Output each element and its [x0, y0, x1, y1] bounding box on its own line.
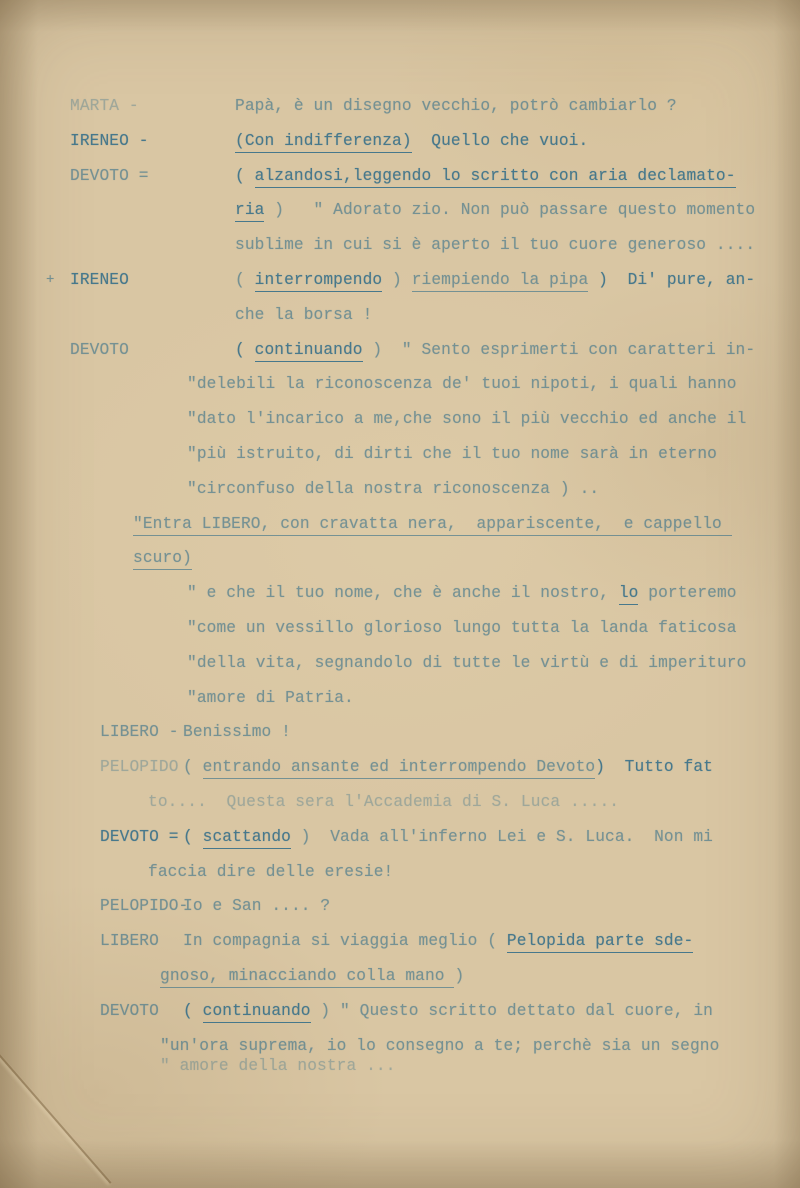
text-segment: ) Di' pure, an-	[588, 270, 756, 289]
script-line	[0, 896, 800, 931]
underlined-text-segment: alzandosi,leggendo lo scritto con aria declamato-	[255, 166, 736, 188]
dialogue-line-text	[160, 966, 464, 988]
text-segment: (	[183, 827, 203, 846]
speaker-name: DEVOTO =	[100, 827, 179, 846]
dialogue-line-text	[235, 270, 755, 292]
dialogue-line-text	[187, 688, 354, 708]
script-line	[0, 1036, 800, 1057]
dialogue-line-text	[133, 548, 192, 570]
script-line	[0, 653, 800, 688]
dialogue-line-text	[235, 235, 755, 255]
script-line	[0, 757, 800, 792]
speaker-name: IRENEO -	[70, 131, 149, 150]
margin-annotation-mark: +	[46, 271, 55, 288]
underlined-text-segment: gnoso, minacciando colla mano	[160, 966, 454, 988]
dialogue-line-text	[183, 722, 291, 742]
text-segment: " amore della nostra ...	[160, 1057, 396, 1076]
dialogue-line-text	[235, 166, 736, 188]
text-segment: In compagnia si viaggia meglio (	[183, 932, 507, 951]
text-segment: (	[235, 340, 255, 359]
speaker-name: MARTA -	[70, 97, 139, 115]
dialogue-line-text	[160, 1036, 719, 1056]
text-segment: (	[183, 758, 203, 777]
text-segment: Papà, è un disegno vecchio, potrò cambiarlo ?	[235, 97, 677, 115]
script-line	[0, 444, 800, 479]
script-line	[0, 96, 800, 131]
dialogue-line-text	[133, 514, 732, 536]
text-segment: ) " Questo scritto dettato dal cuore, in	[310, 1001, 713, 1020]
dialogue-line-text	[148, 862, 393, 882]
dialogue-line-text	[183, 896, 330, 916]
script-line	[0, 305, 800, 340]
script-line	[0, 479, 800, 514]
text-segment: Io e San .... ?	[183, 897, 331, 916]
script-line	[0, 1001, 800, 1036]
speaker-name: DEVOTO	[100, 1001, 159, 1020]
text-segment: )	[382, 270, 412, 289]
script-line	[0, 583, 800, 618]
text-segment: porteremo	[638, 584, 737, 603]
script-line	[0, 722, 800, 757]
speaker-name: LIBERO -	[100, 723, 179, 742]
text-segment: "delebili la riconoscenza de' tuoi nipoti, i quali hanno	[187, 375, 737, 394]
underlined-text-segment: lo	[619, 583, 639, 605]
text-segment: "come un vessillo glorioso lungo tutta la landa faticosa	[187, 618, 737, 637]
script-line	[0, 514, 800, 549]
dialogue-line-text	[187, 409, 746, 429]
dialogue-line-text	[235, 200, 755, 222]
text-segment: che la borsa !	[235, 305, 373, 324]
underlined-text-segment: continuando	[203, 1001, 311, 1023]
underlined-text-segment: "Entra LIBERO, con cravatta nera, appariscente, e cappello	[133, 514, 732, 536]
text-segment: (	[235, 270, 255, 289]
script-line	[0, 200, 800, 235]
dialogue-line-text	[183, 931, 693, 953]
underlined-text-segment: ria	[235, 200, 264, 222]
script-line	[0, 235, 800, 270]
script-line	[0, 374, 800, 409]
speaker-name: DEVOTO =	[70, 166, 149, 185]
script-line	[0, 966, 800, 1001]
text-segment: "un'ora suprema, io lo consegno a te; perchè sia un segno	[160, 1036, 720, 1055]
text-segment: (	[235, 166, 255, 185]
text-segment: ) Tutto fat	[595, 758, 713, 777]
dialogue-line-text	[187, 583, 737, 605]
dialogue-line-text	[235, 305, 372, 325]
script-line	[0, 548, 800, 583]
text-segment: Benissimo !	[183, 723, 291, 742]
dialogue-line-text	[187, 479, 599, 499]
dialogue-line-text	[187, 618, 737, 638]
underlined-text-segment: continuando	[255, 340, 363, 362]
script-line	[0, 270, 800, 305]
dialogue-line-text	[183, 827, 713, 849]
script-line	[0, 166, 800, 201]
text-segment: "circonfuso della nostra riconoscenza ) ..	[187, 479, 600, 498]
script-line	[0, 862, 800, 897]
text-segment: to.... Questa sera l'Accademia di S. Luca .....	[148, 792, 620, 811]
script-line	[0, 792, 800, 827]
text-segment: Quello che vuoi.	[411, 131, 589, 150]
text-segment: "più istruito, di dirti che il tuo nome sarà in eterno	[187, 444, 717, 463]
dialogue-line-text	[187, 374, 737, 394]
underlined-text-segment: Pelopida parte sde-	[507, 931, 693, 953]
text-segment: "dato l'incarico a me,che sono il più vecchio ed anche il	[187, 410, 747, 429]
underlined-text-segment: (Con indifferenza)	[235, 131, 412, 153]
dialogue-line-text	[160, 1056, 396, 1076]
script-body	[0, 96, 800, 1091]
dialogue-line-text	[187, 444, 717, 464]
text-segment: " e che il tuo nome, che è anche il nostro,	[187, 584, 619, 603]
dialogue-line-text	[183, 757, 713, 779]
text-segment: "amore di Patria.	[187, 688, 354, 707]
dialogue-line-text	[235, 340, 755, 362]
speaker-name: IRENEO	[70, 270, 129, 289]
dialogue-line-text	[183, 1001, 713, 1023]
text-segment: )	[454, 966, 465, 985]
script-line	[0, 688, 800, 723]
dialogue-line-text	[187, 653, 746, 673]
text-segment: ) " Sento esprimerti con caratteri in-	[362, 340, 756, 359]
text-segment: (	[183, 1001, 203, 1020]
speaker-name: LIBERO	[100, 932, 159, 951]
underlined-text-segment: scuro)	[133, 548, 192, 570]
script-line	[0, 340, 800, 375]
dialogue-line-text	[148, 792, 619, 812]
speaker-name: DEVOTO	[70, 340, 129, 359]
underlined-text-segment: scattando	[203, 827, 291, 849]
underlined-text-segment: riempiendo la pipa	[412, 270, 589, 292]
text-segment: "della vita, segnandolo di tutte le virtù e di imperituro	[187, 653, 747, 672]
script-line	[0, 618, 800, 653]
text-segment: faccia dire delle eresie!	[148, 862, 394, 881]
dialogue-line-text	[235, 96, 677, 116]
script-line	[0, 827, 800, 862]
script-line	[0, 409, 800, 444]
script-line	[0, 931, 800, 966]
text-segment: ) " Adorato zio. Non può passare questo momento	[264, 201, 756, 220]
underlined-text-segment: entrando ansante ed interrompendo Devoto	[203, 757, 596, 779]
text-segment: ) Vada all'inferno Lei e S. Luca. Non mi	[290, 827, 713, 846]
dialogue-line-text	[235, 131, 588, 153]
script-line	[0, 1056, 800, 1091]
speaker-name: PELOPIDO-	[100, 897, 189, 916]
speaker-name: PELOPIDO	[100, 758, 179, 777]
underlined-text-segment: interrompendo	[255, 270, 383, 292]
script-line	[0, 131, 800, 166]
text-segment: sublime in cui si è aperto il tuo cuore generoso ....	[235, 236, 756, 255]
